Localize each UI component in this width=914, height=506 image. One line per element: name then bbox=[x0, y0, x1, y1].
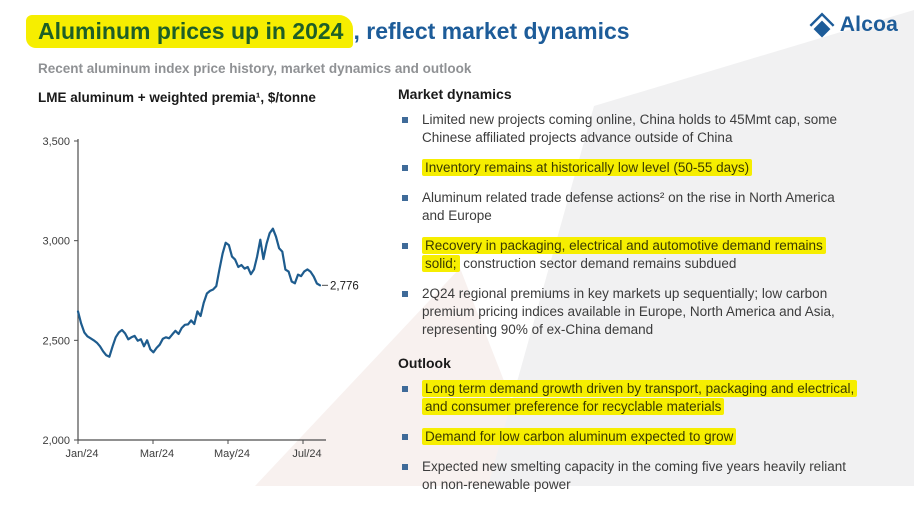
bullet-text: 2Q24 regional premiums in key markets up sequentially; low carbon premium pricing indices available in Europe, North America and Asia, representing 90% of ex-China demand bbox=[422, 286, 835, 337]
bullet-text: Expected new smelting capacity in the coming five years heavily reliant on non-renewable power bbox=[422, 459, 846, 492]
chart-title: LME aluminum + weighted premia¹, $/tonne bbox=[38, 90, 316, 105]
right-column bbox=[398, 86, 860, 506]
market-dynamics-heading: Market dynamics bbox=[398, 86, 512, 102]
bullet-item bbox=[398, 285, 860, 339]
bullet-square-icon bbox=[402, 464, 408, 470]
bullet-square-icon bbox=[402, 434, 408, 440]
x-tick-label: May/24 bbox=[213, 448, 251, 460]
bullet-item bbox=[398, 111, 860, 147]
bullet-square-icon bbox=[402, 291, 408, 297]
y-tick-label: 2,000 bbox=[42, 435, 70, 447]
highlighted-text: Recovery in packaging, electrical and automotive demand remains solid; bbox=[422, 237, 826, 272]
title-highlighted-text: Aluminum prices up in 2024 bbox=[26, 15, 353, 48]
bullet-text: Aluminum related trade defense actions² on the rise in North America and Europe bbox=[422, 190, 835, 223]
y-tick-label: 3,000 bbox=[42, 235, 70, 248]
market-dynamics-list bbox=[398, 111, 860, 339]
alcoa-logo-text: Alcoa bbox=[839, 13, 898, 36]
bullet-item bbox=[398, 189, 860, 225]
highlighted-text: Long term demand growth driven by transport, packaging and electrical, and consumer preference for recyclable materials bbox=[422, 380, 857, 415]
x-tick-label: Jan/24 bbox=[65, 448, 99, 460]
highlighted-text: Demand for low carbon aluminum expected to grow bbox=[422, 428, 736, 445]
bullet-square-icon bbox=[402, 243, 408, 249]
outlook-section bbox=[398, 355, 860, 494]
outlook-list bbox=[398, 380, 860, 494]
bullet-item bbox=[398, 159, 860, 177]
bullet-square-icon bbox=[402, 195, 408, 201]
page-title bbox=[38, 18, 630, 45]
alcoa-logo bbox=[809, 12, 898, 38]
bullet-square-icon bbox=[402, 165, 408, 171]
bullet-item bbox=[398, 380, 860, 416]
page-subtitle: Recent aluminum index price history, market dynamics and outlook bbox=[38, 61, 472, 76]
x-tick-label: Jul/24 bbox=[292, 448, 322, 460]
price-end-label: 2,776 bbox=[330, 280, 359, 293]
alcoa-diamond-icon bbox=[809, 12, 835, 38]
bullet-text: construction sector demand remains subdued bbox=[459, 256, 737, 271]
bullet-text: Limited new projects coming online, China holds to 45Mmt cap, some Chinese affiliated projects advance outside of China bbox=[422, 112, 837, 145]
y-tick-label: 2,500 bbox=[42, 335, 70, 348]
title-rest-text: , reflect market dynamics bbox=[353, 18, 630, 44]
outlook-heading: Outlook bbox=[398, 355, 451, 371]
y-tick-label: 3,500 bbox=[42, 136, 70, 148]
bullet-square-icon bbox=[402, 117, 408, 123]
highlighted-text: Inventory remains at historically low level (50-55 days) bbox=[422, 159, 752, 176]
price-line bbox=[78, 229, 320, 357]
x-tick-label: Mar/24 bbox=[139, 448, 175, 460]
bullet-square-icon bbox=[402, 386, 408, 392]
price-line-chart bbox=[34, 132, 394, 472]
bullet-item bbox=[398, 428, 860, 446]
chart-canvas bbox=[34, 132, 394, 472]
bullet-item bbox=[398, 458, 860, 494]
bullet-item bbox=[398, 237, 860, 273]
